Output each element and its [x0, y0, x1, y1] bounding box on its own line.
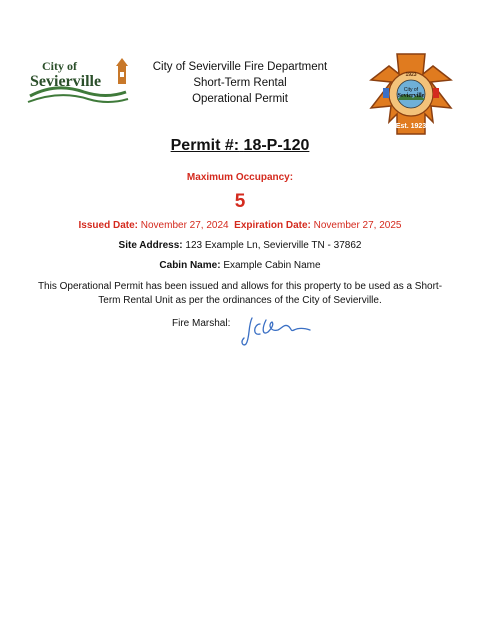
department-header	[130, 59, 350, 107]
logo-text-main: Sevierville	[30, 73, 102, 90]
site-address	[0, 240, 480, 251]
site-address-value: 123 Example Ln, Sevierville TN - 37862	[185, 240, 362, 251]
permit-dates	[0, 220, 480, 231]
permit-number	[0, 137, 480, 155]
cabin-name-value: Example Cabin Name	[223, 260, 321, 271]
city-of-sevierville-logo	[26, 52, 130, 108]
issued-date-value: November 27, 2024	[140, 220, 229, 231]
cabin-name	[0, 260, 480, 271]
max-occupancy-value: 5	[234, 191, 246, 212]
cabin-name-label: Cabin Name:	[159, 260, 221, 271]
max-occupancy-label: Maximum Occupancy:	[186, 172, 294, 183]
issued-date-label: Issued Date:	[78, 220, 138, 231]
fire-department-badge	[369, 52, 453, 136]
site-address-label: Site Address:	[118, 240, 183, 251]
badge-center-main: Sevierville	[397, 93, 425, 99]
fire-marshal-label: Fire Marshal:	[172, 318, 231, 329]
header-line-2: Short-Term Rental	[193, 77, 287, 89]
badge-est: Est. 1923	[395, 123, 427, 130]
badge-center-top: City of	[403, 87, 419, 93]
expiration-date-value: November 27, 2025	[313, 220, 402, 231]
badge-year-top: 1923	[405, 72, 417, 78]
logo-text-top: City of	[42, 59, 77, 73]
permit-label: Permit #:	[170, 137, 240, 154]
header-line-1: City of Sevierville Fire Department	[152, 61, 328, 73]
expiration-date-label: Expiration Date:	[234, 220, 311, 231]
header-line-3: Operational Permit	[192, 93, 288, 105]
permit-value: 18-P-120	[243, 137, 310, 154]
permit-body-text: This Operational Permit has been issued and allows for this property to be used as a Short-Term Rental Unit as per the ordinances of the City of Sevierville.	[37, 281, 443, 306]
fire-marshal-signature	[238, 314, 314, 348]
